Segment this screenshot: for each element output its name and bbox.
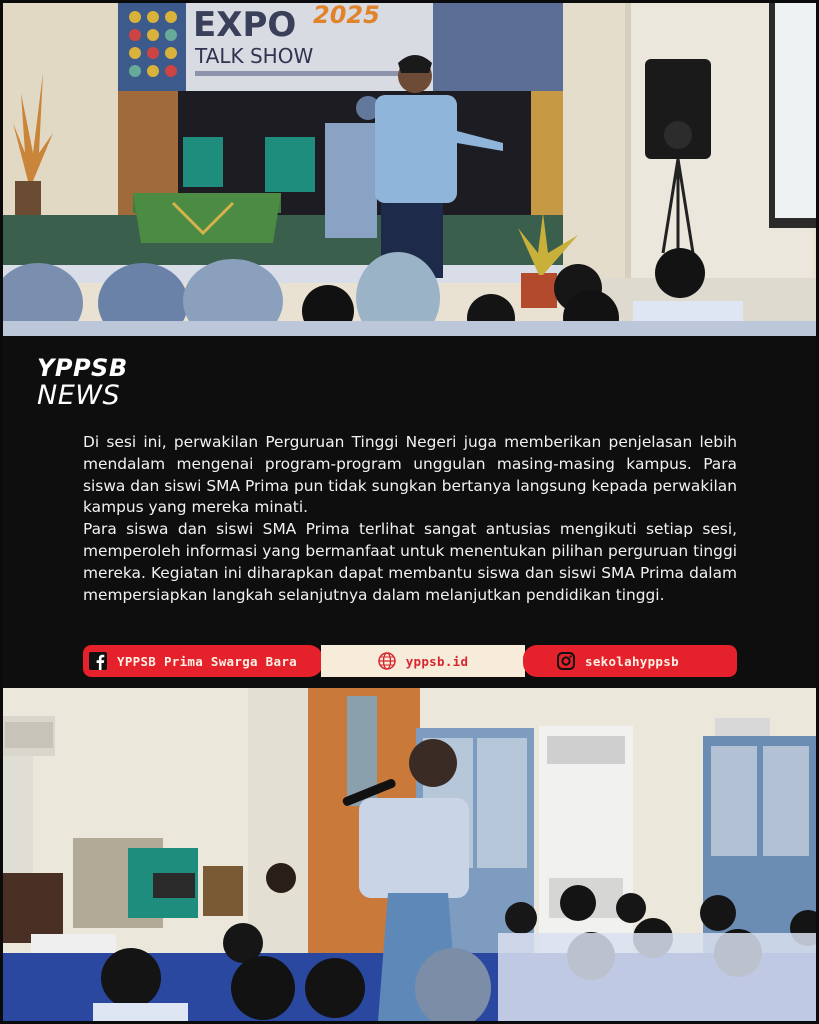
logo-line-1: YPPSB	[37, 354, 128, 382]
student-question-scene	[3, 688, 816, 1021]
news-panel	[3, 336, 816, 688]
facebook-label: YPPSB Prima Swarga Bara	[117, 653, 297, 669]
facebook-link[interactable]	[83, 645, 323, 677]
instagram-icon	[557, 652, 575, 670]
talk-show-stage-scene	[3, 3, 816, 336]
instagram-label: sekolahyppsb	[585, 653, 679, 669]
facebook-icon	[89, 652, 107, 670]
bottom-photo	[3, 688, 816, 1021]
article-paragraph-2: Para siswa dan siswi SMA Prima terlihat sangat antusias mengikuti setiap sesi, memperoleh informasi yang bermanfaat untuk menentukan pilihan perguruan tinggi mereka. Kegiatan ini diharapkan dapat membantu siswa dan siswi SMA Prima dalam mempersiapkan langkah selanjutnya dalam melanjutkan pendidikan tinggi.	[83, 520, 737, 604]
banner-title: EXPO	[193, 5, 297, 45]
website-label: yppsb.id	[405, 653, 469, 669]
website-link[interactable]	[321, 645, 525, 677]
banner-subtitle: TALK SHOW	[195, 44, 314, 68]
logo-line-2: NEWS	[37, 380, 121, 411]
top-photo	[3, 3, 816, 336]
article-paragraph-1: Di sesi ini, perwakilan Perguruan Tinggi Negeri juga memberikan penjelasan lebih mendalam mengenai program-program unggulan masing-masing kampus. Para siswa dan siswi SMA Prima pun tidak sungkan bertanya langsung kepada perwakilan kampus yang mereka minati.	[83, 433, 737, 517]
yppsb-news-logo	[37, 356, 128, 409]
instagram-link[interactable]	[523, 645, 737, 677]
banner-year: 2025	[313, 3, 380, 29]
article-body	[83, 432, 737, 606]
social-links-bar	[83, 645, 737, 677]
globe-icon	[378, 652, 396, 670]
